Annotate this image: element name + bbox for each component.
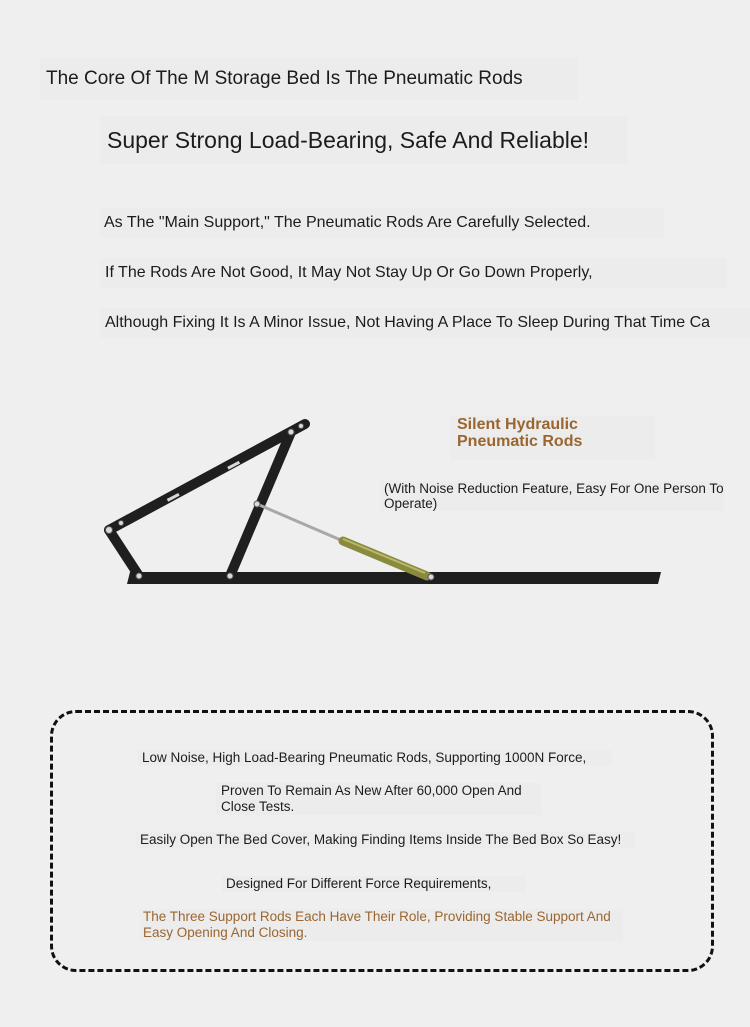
- page-subheading: Super Strong Load-Bearing, Safe And Reliable!: [100, 116, 627, 164]
- rod-title: [450, 416, 655, 460]
- rod-title-line-2: Pneumatic Rods: [457, 433, 583, 450]
- feature-line-5: The Three Support Rods Each Have Their Role, Providing Stable Support And Easy Opening And Closing.: [140, 909, 623, 941]
- gas-cylinder: [343, 539, 427, 576]
- intro-paragraph-1: As The "Main Support," The Pneumatic Rods Are Carefully Selected.: [100, 208, 664, 238]
- rod-title-line-1: Silent Hydraulic: [457, 416, 578, 433]
- feature-line-1: Low Noise, High Load-Bearing Pneumatic Rods, Supporting 1000N Force,: [138, 750, 612, 766]
- intro-paragraph-2: If The Rods Are Not Good, It May Not Stay Up Or Go Down Properly,: [100, 258, 727, 288]
- feature-line-3: Easily Open The Bed Cover, Making Finding Items Inside The Bed Box So Easy!: [136, 832, 635, 848]
- frame-base-bar: [127, 572, 661, 584]
- piston-rod: [257, 504, 343, 541]
- page-heading: The Core Of The M Storage Bed Is The Pneumatic Rods: [40, 58, 578, 100]
- intro-paragraph-3: Although Fixing It Is A Minor Issue, Not Having A Place To Sleep During That Time Ca: [100, 308, 750, 338]
- rod-note: (With Noise Reduction Feature, Easy For One Person To Operate): [380, 481, 724, 511]
- feature-line-2: Proven To Remain As New After 60,000 Open And Close Tests.: [216, 783, 541, 815]
- feature-line-4: Designed For Different Force Requirements,: [222, 876, 526, 892]
- frame-short-link: [109, 530, 139, 576]
